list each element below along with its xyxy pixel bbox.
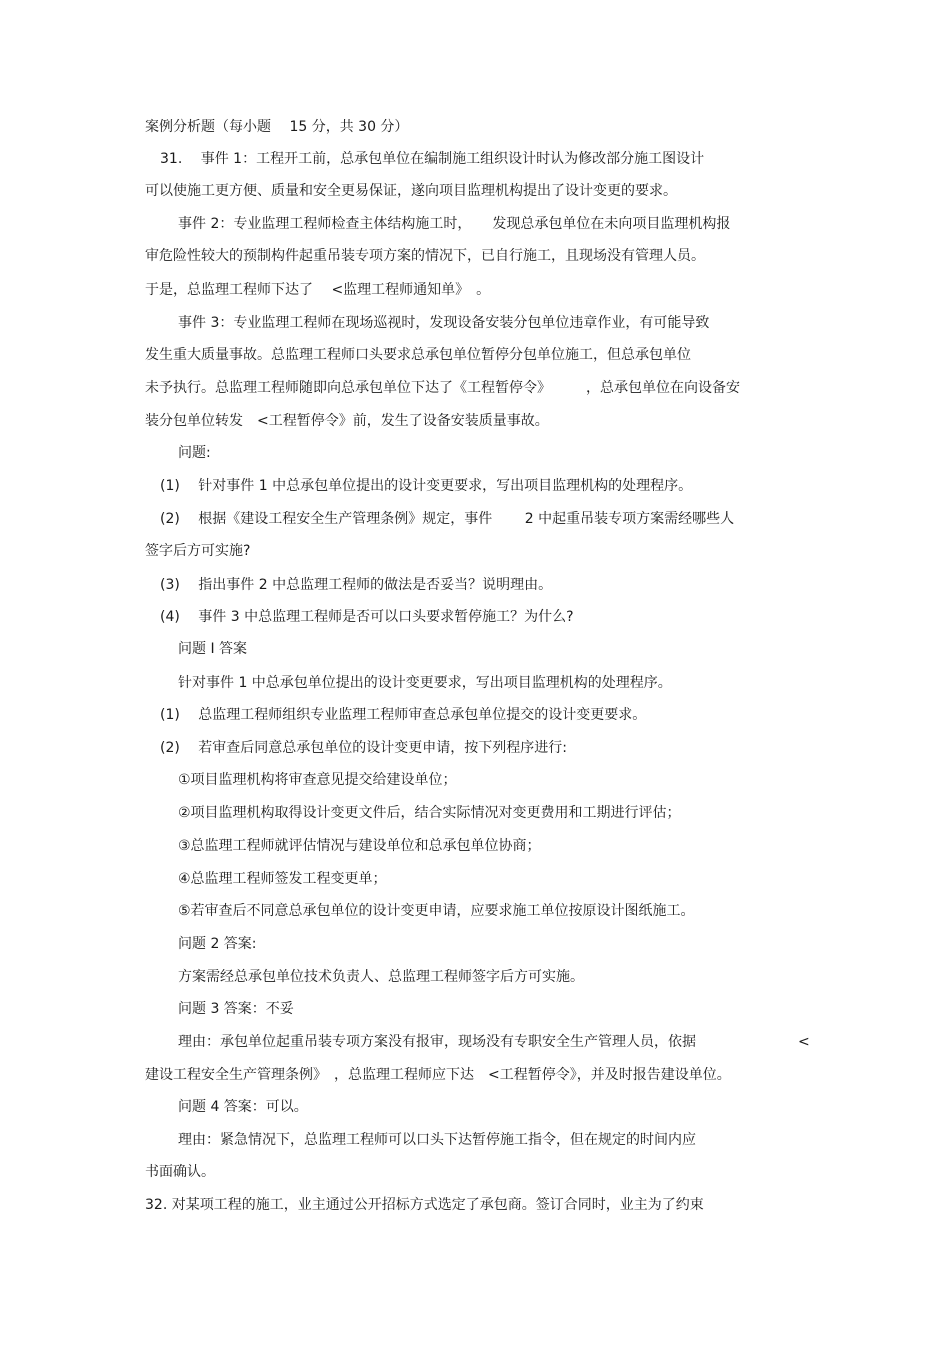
paragraph-line: 方案需经总承包单位技术负责人、总监理工程师签字后方可实施。 — [178, 969, 584, 985]
answer-step: ⑤若审查后不同意总承包单位的设计变更申请，应要求施工单位按原设计图纸施工。 — [178, 903, 695, 919]
paragraph-line: 书面确认。 — [145, 1164, 215, 1180]
answer-step: ①项目监理机构将审查意见提交给建设单位； — [178, 772, 457, 788]
question-32-line: 32. 对某项工程的施工，业主通过公开招标方式选定了承包商。签订合同时，业主为了约束 — [145, 1197, 704, 1213]
paragraph-line: 建设工程安全生产管理条例》 ，总监理工程师应下达 <工程暂停令》，并及时报告建设单位。 — [145, 1067, 731, 1083]
paragraph-line: 装分包单位转发 <工程暂停令》前，发生了设备安装质量事故。 — [145, 413, 549, 429]
answer-heading: 问题 3 答案：不妥 — [178, 1001, 294, 1017]
paragraph-line: 未予执行。总监理工程师随即向总承包单位下达了《工程暂停令》 ，总承包单位在向设备安 — [145, 380, 740, 396]
answer-heading: 问题 4 答案：可以。 — [178, 1099, 308, 1115]
answer-step: ④总监理工程师签发工程变更单； — [178, 871, 387, 887]
paragraph-line-fragment: < — [798, 1034, 810, 1050]
question-item: (1) 针对事件 1 中总承包单位提出的设计变更要求，写出项目监理机构的处理程序。 — [160, 478, 693, 494]
paragraph-line: 可以使施工更方便、质量和安全更易保证，遂向项目监理机构提出了设计变更的要求。 — [145, 183, 677, 199]
answer-item: (1) 总监理工程师组织专业监理工程师审查总承包单位提交的设计变更要求。 — [160, 707, 647, 723]
paragraph-line: 于是，总监理工程师下达了 <监理工程师通知单》 。 — [145, 282, 491, 298]
paragraph-line: 事件 2：专业监理工程师检查主体结构施工时， 发现总承包单位在未向项目监理机构报 — [178, 216, 731, 232]
answer-heading: 问题 2 答案: — [178, 936, 257, 952]
answer-item: (2) 若审查后同意总承包单位的设计变更申请，按下列程序进行: — [160, 740, 567, 756]
question-item: (4) 事件 3 中总监理工程师是否可以口头要求暂停施工？为什么? — [160, 609, 574, 625]
paragraph-line: 签字后方可实施? — [145, 543, 251, 559]
section-heading: 案例分析题（每小题 15 分，共 30 分） — [145, 119, 409, 135]
paragraph-line: 审危险性较大的预制构件起重吊装专项方案的情况下，已自行施工，且现场没有管理人员。 — [145, 248, 705, 264]
question-item: (3) 指出事件 2 中总监理工程师的做法是否妥当？说明理由。 — [160, 577, 553, 593]
answer-step: ②项目监理机构取得设计变更文件后，结合实际情况对变更费用和工期进行评估； — [178, 805, 681, 821]
paragraph-line: 发生重大质量事故。总监理工程师口头要求总承包单位暂停分包单位施工，但总承包单位 — [145, 347, 691, 363]
answer-heading: 问题 I 答案 — [178, 641, 248, 657]
question-item: (2) 根据《建设工程安全生产管理条例》规定，事件 2 中起重吊装专项方案需经哪些人 — [160, 511, 735, 527]
answer-step: ③总监理工程师就评估情况与建设单位和总承包单位协商； — [178, 838, 541, 854]
questions-heading: 问题: — [178, 445, 211, 461]
question-31-line: 31. 事件 1：工程开工前，总承包单位在编制施工组织设计时认为修改部分施工图设计 — [160, 151, 705, 167]
paragraph-line: 理由：承包单位起重吊装专项方案没有报审，现场没有专职安全生产管理人员，依据 — [178, 1034, 696, 1050]
paragraph-line: 针对事件 1 中总承包单位提出的设计变更要求，写出项目监理机构的处理程序。 — [178, 675, 672, 691]
paragraph-line: 事件 3：专业监理工程师在现场巡视时，发现设备安装分包单位违章作业，有可能导致 — [178, 315, 710, 331]
paragraph-line: 理由：紧急情况下，总监理工程师可以口头下达暂停施工指令，但在规定的时间内应 — [178, 1132, 696, 1148]
